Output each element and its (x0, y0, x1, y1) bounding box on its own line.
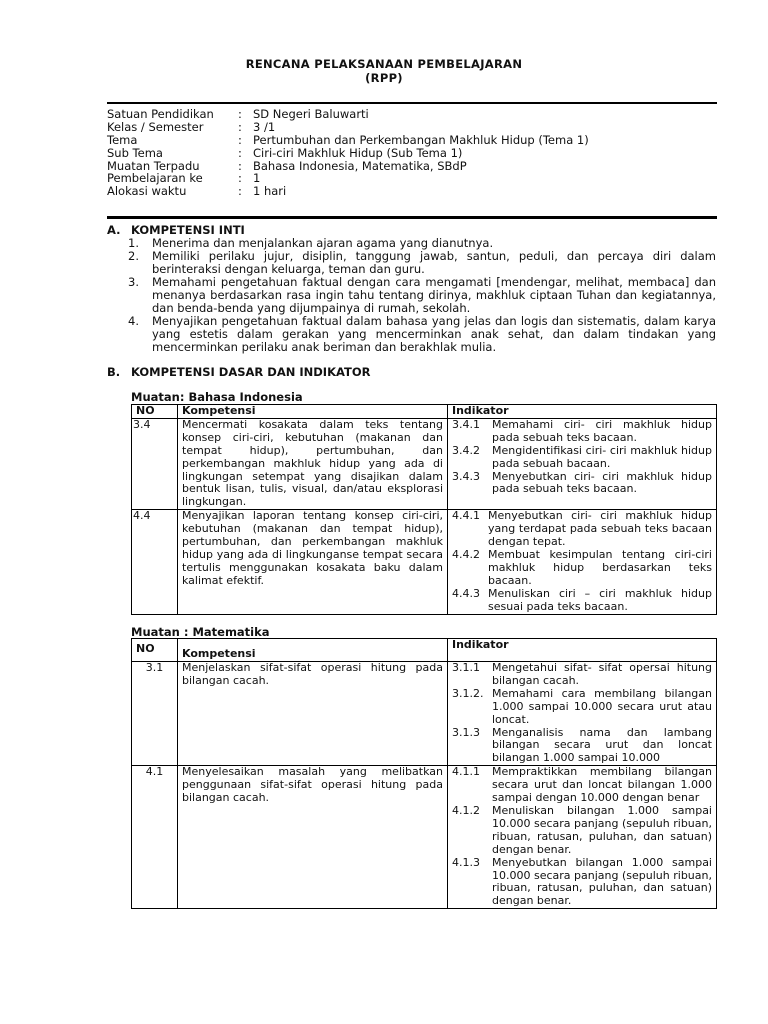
indicator-number: 4.4.1 (452, 509, 480, 523)
list-number: 3. (128, 275, 139, 289)
indicator-item (452, 857, 712, 909)
indicator-text: Menyebutkan bilangan 1.000 sampai 10.000 secara panjang (sepuluh ribuan, ribuan, ratusan, puluhan, dan satuan) dengan benar. (492, 855, 712, 908)
muatan-matematika-label: Muatan : Matematika (131, 625, 270, 639)
indicator-number: 4.4.2 (452, 547, 480, 561)
section-title: KOMPETENSI DASAR DAN INDIKATOR (131, 365, 371, 379)
indicator-text: Memahami ciri- ciri makhluk hidup pada sebuah teks bacaan. (492, 417, 712, 444)
section-letter: A. (107, 223, 121, 237)
row-kompetensi: Menyelesaikan masalah yang melibatkan penggunaan sifat-sifat operasi hitung pada bilangan cacah. (178, 766, 448, 909)
indicator-text: Membuat kesimpulan tentang ciri-ciri makhluk hidup berdasarkan teks bacaan. (488, 547, 712, 587)
indicator-item (452, 805, 712, 857)
section-b-heading (107, 365, 370, 379)
section-letter: B. (107, 365, 121, 379)
row-indikator (448, 418, 717, 509)
section-a-heading (107, 223, 245, 237)
list-item (128, 250, 716, 276)
identity-label: Pembelajaran ke (107, 171, 203, 186)
list-number: 4. (128, 314, 139, 328)
identity-row (107, 172, 717, 185)
indicator-item (452, 662, 712, 688)
row-kompetensi: Mencermati kosakata dalam teks tentang konsep ciri-ciri, kebutuhan (makanan dan tempat hidup), pertumbuhan, dan perkembangan makhluk hidup yang ada di lingkungan setempat yang disajikan dalam bentuk lisan, tulis, visual, dan/atau eksplorasi lingkungan. (178, 418, 448, 509)
identity-value: 1 hari (253, 184, 287, 199)
row-kompetensi: Menjelaskan sifat-sifat operasi hitung pada bilangan cacah. (178, 662, 448, 766)
list-item (128, 315, 716, 354)
identity-row (107, 134, 717, 147)
section-rule (107, 216, 717, 219)
indicator-number: 4.1.3 (452, 855, 480, 869)
indicator-item (452, 727, 712, 766)
identity-colon: : (238, 184, 242, 199)
identity-row (107, 121, 717, 134)
column-header-no: NO (132, 405, 178, 419)
indicator-text: Menuliskan bilangan 1.000 sampai 10.000 secara panjang (sepuluh ribuan, ribuan, ratusan, puluhan, dan satuan) dengan benar. (492, 803, 712, 856)
list-text: Memahami pengetahuan faktual dengan cara mengamati [mendengar, melihat, membaca] dan menanya berdasarkan rasa ingin tahu tentang dirinya, makhluk ciptaan Tuhan dan kegiatannya, dan benda-benda yang dijumpainya di rumah, sekolah. (152, 275, 716, 315)
indicator-text: Menganalisis nama dan lambang bilangan secara urut dan loncat bilangan 1.000 sampai 10.000 (492, 725, 712, 765)
indicator-text: Mengidentifikasi ciri- ciri makhluk hidup pada sebuah bacaan. (492, 443, 712, 470)
identity-block (107, 108, 717, 198)
table-header-row (132, 639, 717, 662)
indicator-text: Mempraktikkan membilang bilangan secara urut dan loncat bilangan 1.000 sampai dengan 10.000 dengan benar (492, 765, 712, 805)
list-item (128, 276, 716, 315)
column-header-no: NO (132, 639, 178, 662)
indicator-number: 3.1.2. (452, 686, 484, 700)
identity-label: Sub Tema (107, 145, 163, 160)
list-text: Memiliki perilaku jujur, disiplin, tanggung jawab, santun, peduli, dan percaya diri dalam berinteraksi dengan keluarga, teman dan guru. (152, 249, 716, 276)
muatan-bahasa-label: Muatan: Bahasa Indonesia (131, 390, 303, 404)
table-header-row (132, 405, 717, 419)
identity-label: Satuan Pendidikan (107, 107, 214, 121)
indicator-item (452, 688, 712, 727)
row-number: 3.4 (132, 418, 178, 509)
identity-label: Muatan Terpadu (107, 158, 200, 173)
indicator-number: 3.1.3 (452, 725, 480, 739)
identity-colon: : (238, 119, 242, 134)
column-header-kompetensi: Kompetensi (178, 405, 448, 419)
matematika-table (131, 638, 717, 909)
identity-value: Pertumbuhan dan Perkembangan Makhluk Hidup (Tema 1) (253, 132, 589, 147)
indicator-number: 4.1.1 (452, 765, 480, 779)
indicator-item (452, 445, 712, 471)
list-text: Menerima dan menjalankan ajaran agama yang dianutnya. (152, 236, 494, 250)
indicator-item (452, 510, 712, 549)
row-number: 4.1 (132, 766, 178, 909)
indicator-item (452, 549, 712, 588)
column-header-kompetensi: Kompetensi (178, 639, 448, 662)
indicator-text: Menyebutkan ciri- ciri makhluk hidup pada sebuah teks bacaan. (492, 469, 712, 496)
table-row (132, 418, 717, 509)
list-number: 1. (128, 236, 139, 250)
top-rule (107, 102, 717, 104)
row-number: 3.1 (132, 662, 178, 766)
document-subtitle: (RPP) (365, 71, 403, 85)
indicator-text: Menuliskan ciri – ciri makhluk hidup sesuai pada teks bacaan. (488, 586, 712, 613)
list-text: Menyajikan pengetahuan faktual dalam bahasa yang jelas dan logis dan sistematis, dalam karya yang estetis dalam gerakan yang mencerminkan anak sehat, dan dalam tindakan yang mencerminkan perilaku anak beriman dan berakhlak mulia. (152, 314, 716, 354)
document-title: RENCANA PELAKSANAAN PEMBELAJARAN (245, 57, 523, 71)
indicator-number: 4.1.2 (452, 803, 480, 817)
indicator-text: Memahami cara membilang bilangan 1.000 sampai 10.000 secara urut atau loncat. (492, 686, 712, 726)
indicator-number: 3.4.3 (452, 469, 480, 483)
section-title: KOMPETENSI INTI (131, 223, 245, 237)
indicator-item (452, 766, 712, 805)
column-header-indikator: Indikator (448, 405, 717, 419)
row-kompetensi: Menyajikan laporan tentang konsep ciri-ciri, kebutuhan (makanan dan tempat hidup), pertumbuhan, dan perkembangan makhluk hidup yang ada di lingkunganse tempat secara tertulis menggunakan kosakata baku dalam kalimat efektif. (178, 510, 448, 614)
identity-label: Tema (107, 132, 138, 147)
table-row (132, 662, 717, 766)
bahasa-table (131, 404, 717, 615)
indicator-number: 3.4.1 (452, 417, 480, 431)
indicator-number: 3.1.1 (452, 661, 480, 674)
identity-label: Kelas / Semester (107, 119, 204, 134)
table-row (132, 766, 717, 909)
identity-colon: : (238, 145, 242, 160)
row-indikator (448, 662, 717, 766)
row-indikator (448, 510, 717, 614)
column-header-indikator: Indikator (448, 639, 717, 662)
list-number: 2. (128, 249, 139, 263)
identity-value: 3 /1 (253, 119, 276, 134)
identity-row (107, 147, 717, 160)
indicator-text: Menyebutkan ciri- ciri makhluk hidup yang terdapat pada sebuah teks bacaan dengan tepat. (488, 509, 712, 549)
indicator-number: 3.4.2 (452, 443, 480, 457)
identity-colon: : (238, 171, 242, 186)
identity-label: Alokasi waktu (107, 184, 187, 199)
identity-colon: : (238, 107, 242, 121)
identity-value: Bahasa Indonesia, Matematika, SBdP (253, 158, 467, 173)
indicator-item (452, 588, 712, 614)
kompetensi-inti-list (128, 237, 716, 354)
identity-value: Ciri-ciri Makhluk Hidup (Sub Tema 1) (253, 145, 463, 160)
table-row (132, 510, 717, 614)
identity-row (107, 185, 717, 198)
indicator-item (452, 471, 712, 497)
indicator-number: 4.4.3 (452, 586, 480, 600)
identity-colon: : (238, 158, 242, 173)
row-indikator (448, 766, 717, 909)
indicator-text: Mengetahui sifat- sifat opersai hitung bilangan cacah. (492, 661, 712, 687)
identity-row (107, 108, 717, 121)
row-number: 4.4 (132, 510, 178, 614)
identity-value: 1 (253, 171, 261, 186)
identity-value: SD Negeri Baluwarti (253, 107, 369, 121)
indicator-item (452, 419, 712, 445)
identity-colon: : (238, 132, 242, 147)
